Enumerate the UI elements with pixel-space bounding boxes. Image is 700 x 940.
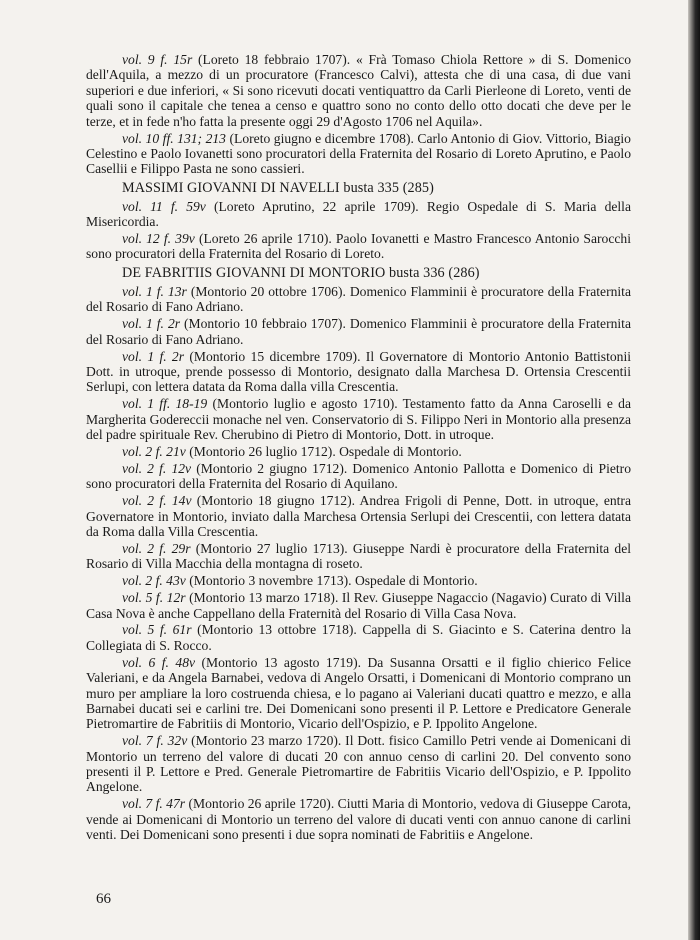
entry-text: (Montorio 13 marzo 1718). Il Rev. Giuseppe Nagaccio (Nagavio) Curato di Villa Casa Nova è anche Cappellano della Fraternità del Rosario di Villa Casa Nova. — [86, 590, 631, 621]
entry-paragraph — [86, 316, 631, 347]
section-heading: DE FABRITIIS GIOVANNI DI MONTORIO busta 336 (286) — [122, 264, 480, 281]
archive-reference: vol. 7 f. 47r — [122, 796, 186, 812]
entry-paragraph — [86, 231, 631, 262]
entry-text: (Montorio 13 ottobre 1718). Cappella di S. Giacinto e S. Caterina dentro la Collegiata di S. Rocco. — [86, 622, 631, 653]
archive-reference: vol. 1 f. 2r — [122, 316, 181, 332]
archive-reference: vol. 12 f. 39v — [122, 231, 195, 247]
entry-paragraph — [86, 733, 631, 795]
entry-paragraph — [86, 349, 631, 395]
entry-text: (Montorio 20 ottobre 1706). Domenico Flamminii è procuratore della Fraternita del Rosario di Fano Adriano. — [86, 283, 631, 315]
entry-text: (Loreto 26 aprile 1710). Paolo Iovanetti e Mastro Francesco Antonio Sarocchi sono procuratori della Fraternita del Rosario di Loreto. — [86, 231, 631, 262]
archive-reference: vol. 9 f. 15r — [122, 52, 193, 67]
entry-text: (Montorio 27 luglio 1713). Giuseppe Nardi è procuratore della Fraternita del Rosario di Villa Macchia della montagna di roseto. — [86, 540, 632, 572]
entry-paragraph — [86, 493, 631, 539]
entry-paragraph — [86, 52, 631, 129]
archive-reference: vol. 2 f. 12v — [122, 460, 192, 476]
archive-reference: vol. 7 f. 32v — [122, 733, 188, 749]
entry-paragraph — [86, 284, 631, 315]
entry-text: (Montorio 26 luglio 1712). Ospedale di Montorio. — [185, 443, 462, 459]
entry-paragraph — [86, 655, 631, 732]
entry-paragraph — [86, 541, 631, 572]
entry-text: (Montorio 13 agosto 1719). Da Susanna Orsatti e il figlio chierico Felice Valeriani, e da Angela Barnabei, vedova di Angelo Orsatti, i Domenicani di Montorio comprano un muro per ampliare la loro costruenda chiesa, e lo pagano ai Valeriani ducati quattro e mezzo, e alla Barnabei ducati sei e carlini tre. Dei Domenicani sono presenti il P. Lettore e Predicatore Generale Pietromartire de Fabritiis di Montorio, Vicario dell'Ospizio, e P. Ippolito Angelone. — [86, 654, 631, 732]
entry-paragraph — [86, 590, 631, 621]
entry-paragraph — [86, 573, 631, 588]
entry-paragraph — [86, 131, 631, 177]
entry-text: (Montorio 15 dicembre 1709). Il Governatore di Montorio Antonio Battistonii Dott. in utroque, prende possesso di Montorio, designato dalla Marchesa D. Ortensia Crescentii Serlupi, con lettera datata da Roma dalla villa Crescentia. — [86, 348, 632, 395]
entry-paragraph — [86, 461, 631, 492]
page-number: 66 — [96, 891, 111, 907]
archive-reference: vol. 2 f. 14v — [122, 493, 192, 509]
book-gutter-edge — [688, 0, 700, 940]
entry-text: (Montorio 18 giugno 1712). Andrea Frigoli di Penne, Dott. in utroque, entra Governatore in Montorio, inviato dalla Marchesa Ortensia Serlupi dei Crescentii, con lettera datata da Roma dalla Villa Crescentia. — [86, 493, 631, 539]
entry-text: (Montorio 23 marzo 1720). Il Dott. fisico Camillo Petri vende ai Domenicani di Montorio un terreno del valore di ducati 20 con annuo censo di carlini 20. Del convento sono presenti il P. Lettore e Pred. Generale Pietromartire de Fabritiis Vicario dell'Ospizio, e P. Ippolito Angelone. — [86, 733, 631, 795]
entry-text: (Loreto Aprutino, 22 aprile 1709). Regio Ospedale di S. Maria della Misericordia. — [86, 198, 631, 230]
entry-paragraph — [86, 396, 631, 442]
archive-reference: vol. 6 f. 48v — [122, 654, 196, 670]
archive-reference: vol. 2 f. 21v — [122, 443, 186, 459]
entry-paragraph — [86, 796, 631, 842]
page-body — [86, 52, 631, 844]
section-heading: MASSIMI GIOVANNI DI NAVELLI busta 335 (285) — [122, 179, 434, 196]
archive-reference: vol. 1 f. 2r — [122, 348, 185, 364]
entry-text: (Montorio luglio e agosto 1710). Testamento fatto da Anna Caroselli e da Margherita Godereccii monache nel ven. Conservatorio di S. Filippo Neri in Montorio alla presenza del padre spirituale Rev. Cherubino di Pietro di Montorio, Dott. in utroque. — [86, 396, 632, 443]
entry-text: (Montorio 3 novembre 1713). Ospedale di Montorio. — [185, 573, 478, 589]
archive-reference: vol. 5 f. 61r — [122, 622, 192, 638]
archive-reference: vol. 1 ff. 18-19 — [122, 396, 208, 412]
archive-reference: vol. 2 f. 29r — [122, 540, 191, 556]
archive-reference: vol. 11 f. 59v — [122, 198, 206, 214]
entry-text: (Loreto giugno e dicembre 1708). Carlo Antonio di Giov. Vittorio, Biagio Celestino e Paolo Iovanetti sono procuratori della Fraternita del Rosario di Loreto Aprutino, e Paolo Casellii e Filippo Pasta ne sono cassieri. — [86, 130, 631, 177]
entry-text: (Montorio 26 aprile 1720). Ciutti Maria di Montorio, vedova di Giuseppe Carota, vende ai Domenicani di Montorio un terreno del valore di ducati venti con annuo canone di carlini venti. Dei Domenicani sono presenti i due sopra nominati de Fabritiis e Angelone. — [86, 796, 632, 843]
archive-reference: vol. 2 f. 43v — [122, 573, 186, 589]
entry-paragraph — [86, 444, 631, 459]
entry-paragraph — [86, 199, 631, 230]
entry-text: (Montorio 2 giugno 1712). Domenico Antonio Pallotta e Domenico di Pietro sono procuratori della Fraternita del Rosario di Aquilano. — [86, 460, 631, 492]
archive-reference: vol. 5 f. 12r — [122, 590, 186, 606]
archive-reference: vol. 1 f. 13r — [122, 283, 187, 299]
archive-reference: vol. 10 ff. 131; 213 — [122, 130, 226, 146]
entry-text: (Montorio 10 febbraio 1707). Domenico Flamminii è procuratore della Fraternita del Rosario di Fano Adriano. — [86, 316, 631, 347]
entry-text: (Loreto 18 febbraio 1707). « Frà Tomaso Chiola Rettore » di S. Domenico dell'Aquila, a mezzo di un procuratore (Francesco Calvi), attesta che di una casa, di due vani superiori e due inferiori, « Si sono ricevuti docati ventiquattro da Carli Pierleone di Loreto, venti de quali sono il capitale che tenea a censo e quattro sono no conto dello otto docati che deve per le terze, et in fede n'ho fatta la presente oggi 29 d'Agosto 1706 nel Aquila». — [86, 52, 631, 129]
entry-paragraph — [86, 622, 631, 653]
